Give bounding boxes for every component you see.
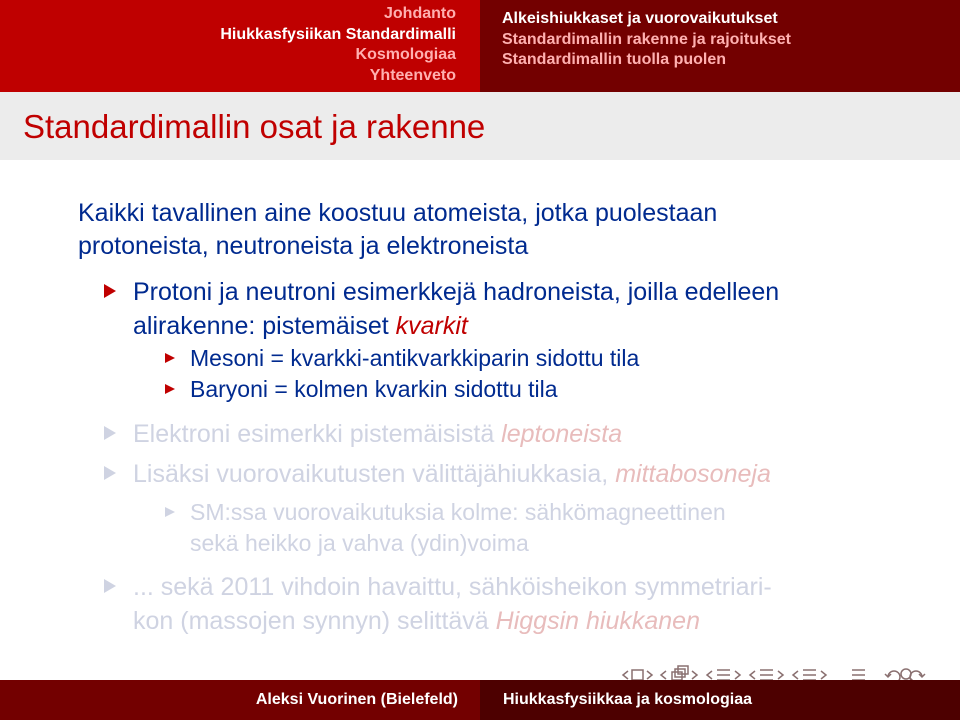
subsection-navigation: [480, 0, 960, 92]
document-icon: [803, 670, 816, 680]
nav-subsection-rakenne[interactable]: Standardimallin rakenne ja rajoitukset: [502, 30, 791, 48]
list-item-text: ... sekä 2011 vihdoin havaittu, sähköisheikon symmetriari-: [133, 573, 772, 601]
section-icon: [717, 670, 730, 680]
list-item-text: alirakenne: pistemäiset: [133, 312, 396, 340]
list-item-text-continued: [133, 604, 772, 638]
list-item-text: SM:ssa vuorovaikutuksia kolme: sähkömagneettinen: [190, 499, 726, 525]
nav-frame-group[interactable]: [623, 670, 652, 680]
subsection-icon: [672, 672, 682, 680]
list-item-text: Lisäksi vuorovaikutusten välittäjähiukkasia,: [133, 460, 616, 488]
term-kvarkit: kvarkit: [395, 312, 468, 340]
footer-author-box: [0, 680, 480, 720]
prev-arrow-icon: [793, 671, 798, 679]
sub-list-item-baryoni: Baryoni = kolmen kvarkin sidottu tila: [190, 376, 558, 402]
nav-subsection-group[interactable]: [661, 666, 697, 680]
nav-subsection-alkeishiukkaset[interactable]: Alkeishiukkaset ja vuorovaikutukset: [502, 10, 778, 27]
nav-section-kosmologiaa[interactable]: Kosmologiaa: [355, 46, 456, 63]
intro-line-2: protoneista, neutroneista ja elektroneista: [78, 232, 529, 260]
nav-appendix-group[interactable]: [852, 670, 865, 680]
list-item-hadrons: [133, 275, 779, 343]
sub-list-item-mesoni: Mesoni = kvarkki-antikvarkkiparin sidottu tila: [190, 345, 640, 371]
list-item-higgs: [133, 570, 772, 638]
footer: [0, 680, 960, 720]
sub-bullet-triangle-icon: [165, 507, 175, 517]
next-arrow-icon: [692, 671, 697, 679]
prev-arrow-icon: [623, 671, 628, 679]
next-arrow-icon: [647, 671, 652, 679]
frame-icon: [632, 670, 643, 680]
nav-subsection-tuolla-puolen[interactable]: Standardimallin tuolla puolen: [502, 51, 727, 68]
prev-arrow-icon: [661, 671, 666, 679]
header-navigation: [0, 0, 960, 92]
bullet-triangle-icon: [104, 284, 116, 298]
list-item-text: kon (massojen synnyn) selittävä: [133, 607, 496, 635]
prev-arrow-icon: [707, 671, 712, 679]
next-arrow-icon: [778, 671, 783, 679]
nav-document-group[interactable]: [793, 670, 826, 680]
nav-section-standardimalli[interactable]: Hiukkasfysiikan Standardimalli: [220, 25, 456, 43]
list-item-leptons: [133, 417, 622, 451]
term-mittabosoneja: mittabosoneja: [615, 460, 771, 488]
prev-arrow-icon: [750, 671, 755, 679]
footer-author: Aleksi Vuorinen (Bielefeld): [255, 691, 458, 708]
bullet-triangle-icon: [104, 426, 116, 440]
intro-line-1: Kaikki tavallinen aine koostuu atomeista, jotka puolestaan: [78, 199, 718, 227]
appendix-icon: [852, 670, 865, 680]
section-navigation: [0, 0, 480, 92]
nav-section-johdanto[interactable]: Johdanto: [384, 5, 456, 22]
sub-list-item-interactions: [190, 497, 726, 559]
intro-paragraph: [78, 197, 717, 263]
term-leptoneista: leptoneista: [501, 420, 623, 448]
part-icon: [760, 670, 773, 680]
next-arrow-icon: [735, 671, 740, 679]
list-item-text: Elektroni esimerkki pistemäisistä: [133, 420, 502, 448]
bullet-triangle-icon: [104, 579, 116, 593]
nav-section-group[interactable]: [707, 670, 740, 680]
list-item-text-continued: [133, 309, 779, 343]
frame-title: Standardimallin osat ja rakenne: [23, 108, 486, 145]
footer-talk-title: Hiukkasfysiikkaa ja kosmologiaa: [503, 691, 753, 708]
term-higgsin-hiukkanen: Higgsin hiukkanen: [495, 607, 700, 635]
sub-bullet-triangle-icon: [165, 384, 175, 394]
bullet-triangle-icon: [104, 466, 116, 480]
sub-bullet-triangle-icon: [165, 353, 175, 363]
list-item-gauge-bosons: [133, 457, 771, 491]
list-item-text: Protoni ja neutroni esimerkkejä hadroneista, joilla edelleen: [133, 278, 780, 306]
nav-part-group[interactable]: [750, 670, 783, 680]
list-item-text-continued: sekä heikko ja vahva (ydin)voima: [190, 530, 529, 556]
footer-title-box: [480, 680, 960, 720]
nav-section-yhteenveto[interactable]: Yhteenveto: [369, 66, 456, 84]
next-arrow-icon: [821, 671, 826, 679]
